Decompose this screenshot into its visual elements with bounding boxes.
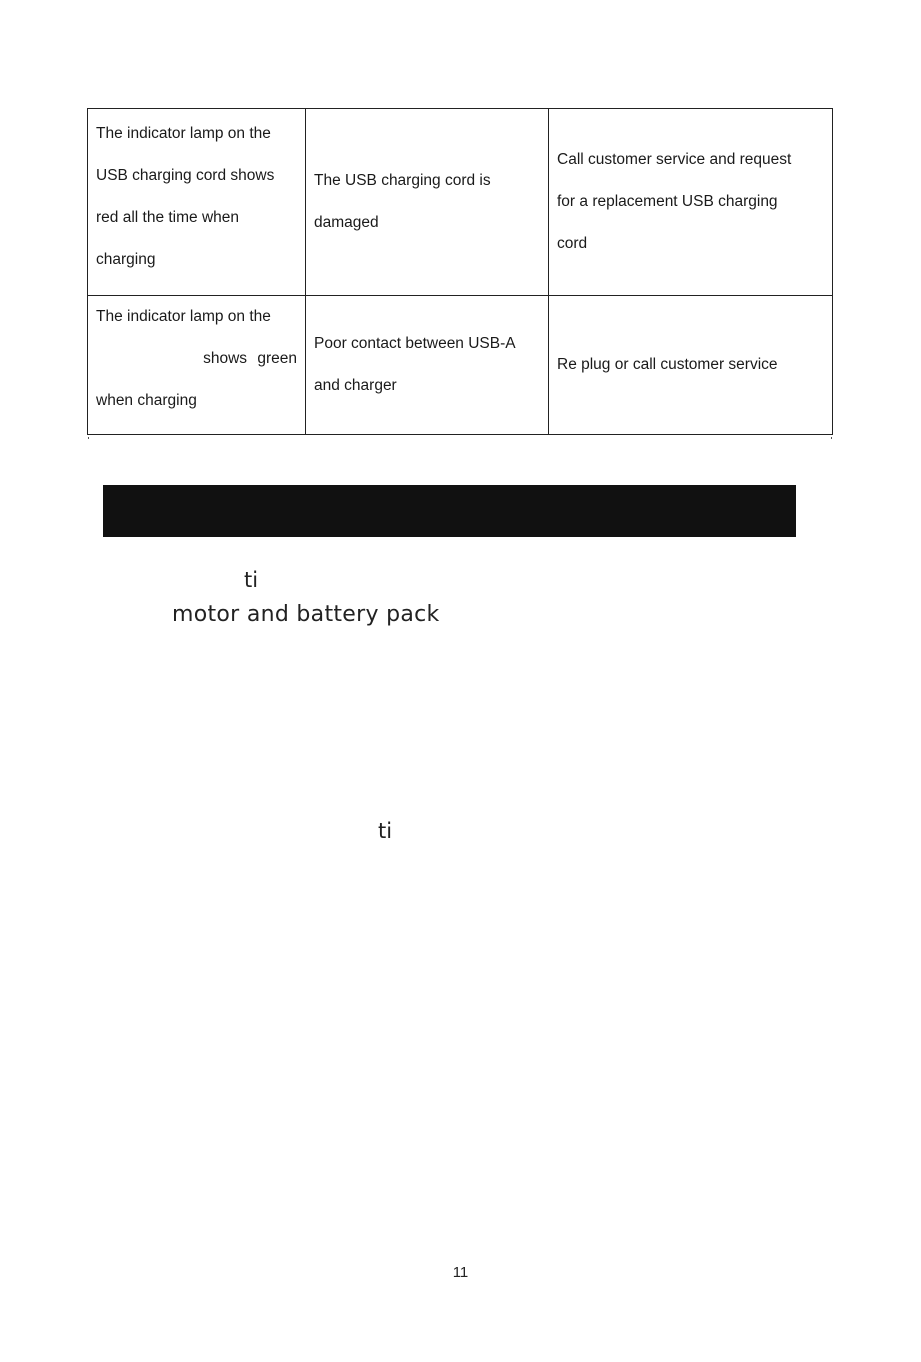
table-corner-mark [831,437,832,439]
text-fragment: ti [244,568,259,592]
table-row [88,296,833,435]
solution-cell [549,109,833,296]
solution-line: cord [557,235,588,252]
section-subheading: motor and battery pack [172,602,440,627]
problem-line: charging [96,251,156,268]
cause-line: damaged [314,214,379,231]
section-header-bar [103,485,796,537]
cause-line: Poor contact between USB-A [314,335,516,352]
solution-cell [549,296,833,435]
cause-line: and charger [314,377,397,394]
solution-line: for a replacement USB charging [557,193,778,210]
problem-line: The indicator lamp on the [96,308,271,325]
problem-line: shows green [203,350,297,367]
cause-cell [306,109,549,296]
problem-cell [88,109,306,296]
troubleshooting-table [87,108,833,435]
problem-line: USB charging cord shows [96,167,275,184]
problem-cell [88,296,306,435]
text-fragment: ti [378,819,393,843]
solution-line: Re plug or call customer service [557,356,778,373]
problem-line: The indicator lamp on the [96,125,271,142]
solution-line: Call customer service and request [557,151,792,168]
page-number: 11 [452,1264,469,1281]
problem-line: red all the time when [96,209,240,226]
table-row [88,109,833,296]
cause-cell [306,296,549,435]
cause-line: The USB charging cord is [314,172,491,189]
problem-line: when charging [96,392,197,409]
table-corner-mark [88,437,89,439]
